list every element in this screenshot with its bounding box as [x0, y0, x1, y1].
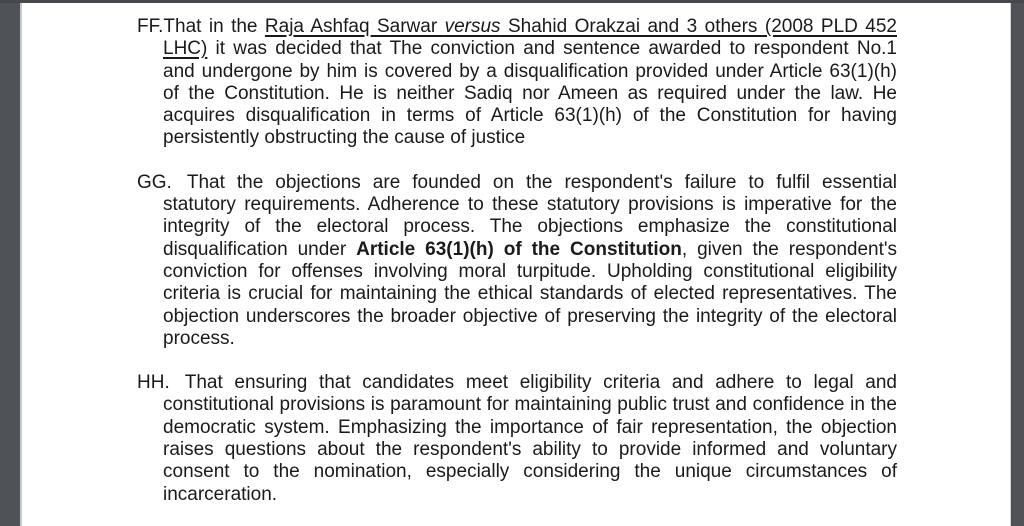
text-run-underline-italic: versus	[444, 16, 501, 37]
text-run-underline: Shahid Orakzai and 3 others (2008 PLD 452 LHC)	[163, 16, 897, 60]
paragraph-label-HH: HH.	[137, 372, 170, 394]
paragraph-GG	[137, 172, 897, 350]
text-run: it was decided that The conviction and sentence awarded to respondent No.1 and undergone by him is covered by a disqualification provided under Article 63(1)(h) of the Constitution. He is neither Sadiq nor Ameen as required under the law. He acquires disqualification in terms of Article 63(1)(h) of the Constitution for having persistently obstructing the cause of justice	[163, 38, 897, 149]
viewer-left-edge	[0, 0, 22, 526]
paragraph-HH	[137, 372, 897, 506]
text-run: That in the	[163, 16, 265, 37]
document-page	[24, 0, 1009, 526]
viewer-right-edge	[1010, 0, 1024, 526]
text-run-bold: Article 63(1)(h) of the Constitution	[356, 238, 682, 260]
text-run-underline: Raja Ashfaq Sarwar	[264, 16, 445, 37]
text-run: That the objections are founded on the respondent's failure to fulfil essential statutory requirements. Adherence to these statutory provisions is imperative for the integrity of the electoral process. The objections emphasize the constitutional disqualification under	[163, 171, 897, 260]
paragraph-FF	[137, 16, 897, 150]
text-run: , given the respondent's conviction for offenses involving moral turpitude. Upholding constitutional eligibility criteria is crucial for maintaining the ethical standards of elected representatives. The objection underscores the broader objective of preserving the integrity of the electoral process.	[163, 238, 897, 349]
paragraph-label-FF: FF.	[137, 16, 164, 37]
viewer-top-edge-line	[0, 0, 1024, 3]
text-run: That ensuring that candidates meet eligibility criteria and adhere to legal and constitutional provisions is paramount for maintaining public trust and confidence in the democratic system. Emphasizing the importance of fair representation, the objection raises questions about the respondent's ability to provide informed and voluntary consent to the nomination, especially considering the unique circumstances of incarceration.	[163, 372, 897, 505]
document-text-block	[137, 16, 897, 506]
paragraph-label-GG: GG.	[137, 171, 172, 193]
